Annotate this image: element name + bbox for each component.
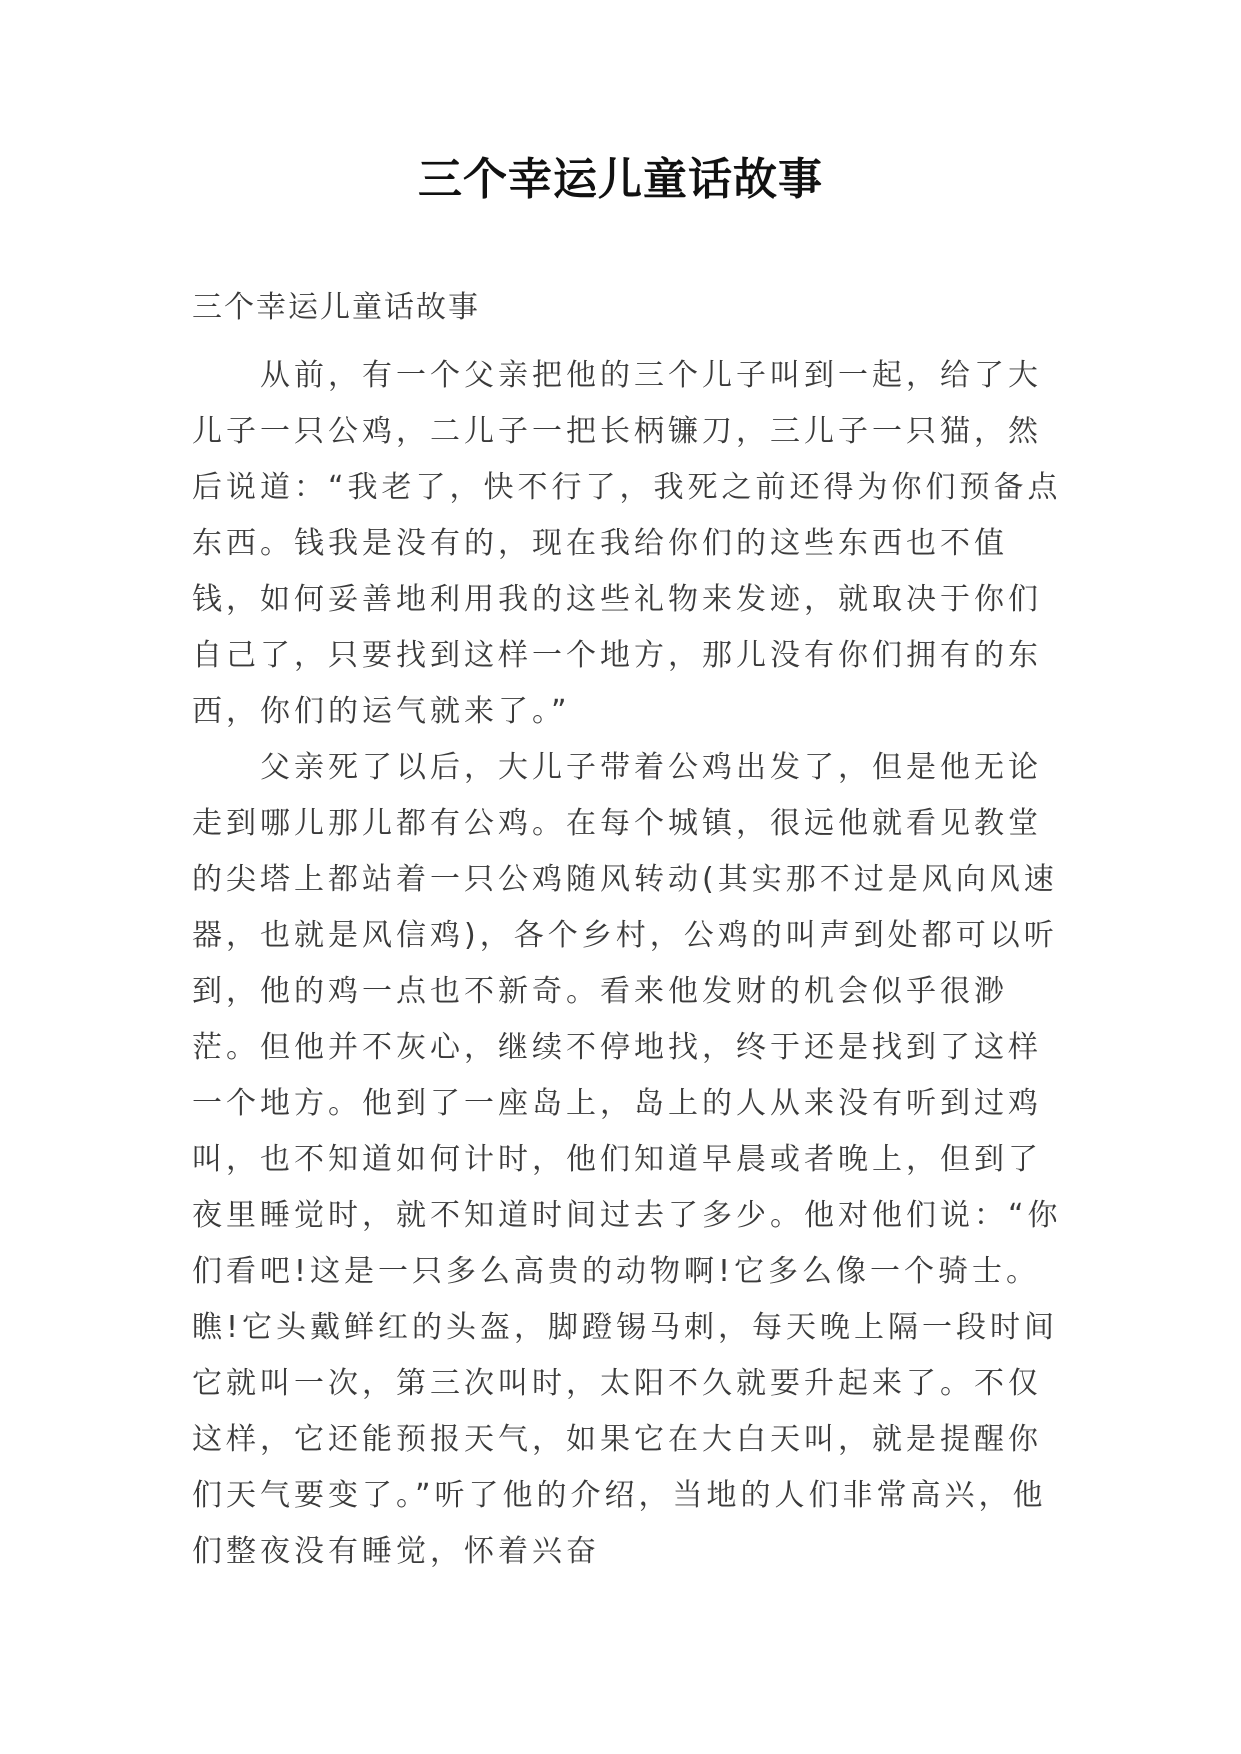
paragraph: 从前，有一个父亲把他的三个儿子叫到一起，给了大儿子一只公鸡，二儿子一把长柄镰刀，三儿子一只猫，然后说道：“我老了，快不行了，我死之前还得为你们预备点东西。钱我是没有的，现在我给你们的这些东西也不值钱，如何妥善地利用我的这些礼物来发迹，就取决于你们自己了，只要找到这样一个地方，那儿没有你们拥有的东西，你们的运气就来了。” [192,358,1062,729]
paragraph: 父亲死了以后，大儿子带着公鸡出发了，但是他无论走到哪儿那儿都有公鸡。在每个城镇，很远他就看见教堂的尖塔上都站着一只公鸡随风转动(其实那不过是风向风速器，也就是风信鸡)，各个乡村，公鸡的叫声到处都可以听到，他的鸡一点也不新奇。看来他发财的机会似乎很渺茫。但他并不灰心，继续不停地找，终于还是找到了这样一个地方。他到了一座岛上，岛上的人从来没有听到过鸡叫，也不知道如何计时，他们知道早晨或者晚上，但到了夜里睡觉时，就不知道时间过去了多少。他对他们说：“你们看吧!这是一只多么高贵的动物啊!它多么像一个骑士。瞧!它头戴鲜红的头盔，脚蹬锡马刺，每天晚上隔一段时间它就叫一次，第三次叫时，太阳不久就要升起来了。不仅这样，它还能预报天气，如果它在大白天叫，就是提醒你们天气要变了。”听了他的介绍，当地的人们非常高兴，他们整夜没有睡觉，怀着兴奋 [192,750,1062,1569]
document-body [192,348,1072,1580]
document-subtitle: 三个幸运儿童话故事 [192,290,480,325]
document-title: 三个幸运儿童话故事 [418,154,823,205]
